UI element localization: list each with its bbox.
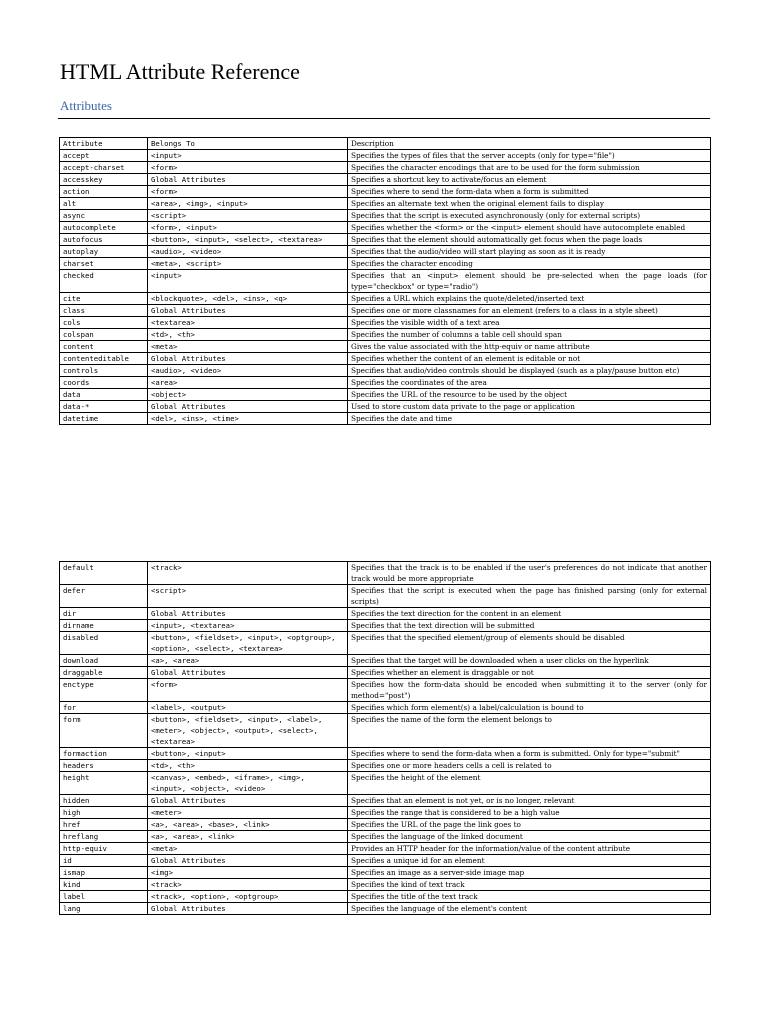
table-row — [60, 667, 711, 679]
table-row — [60, 772, 711, 795]
description-cell: Specifies that the script is executed when the page has finished parsing (only for external scripts) — [348, 585, 711, 608]
table-body-part-1 — [60, 150, 711, 425]
table-row — [60, 329, 711, 341]
description-cell: Specifies the language of the linked document — [348, 831, 711, 843]
attribute-name-cell: autoplay — [60, 246, 148, 258]
belongs-to-cell: <a>, <area>, <base>, <link> — [148, 819, 348, 831]
attribute-name-cell: coords — [60, 377, 148, 389]
attribute-name-cell: data-* — [60, 401, 148, 413]
belongs-to-cell: <meta> — [148, 341, 348, 353]
belongs-to-cell: Global Attributes — [148, 903, 348, 915]
description-cell: Specifies how the form-data should be encoded when submitting it to the server (only for method="post") — [348, 679, 711, 702]
section-divider — [58, 118, 710, 119]
belongs-to-cell: <button>, <fieldset>, <input>, <optgroup>, <option>, <select>, <textarea> — [148, 632, 348, 655]
attribute-name-cell: contenteditable — [60, 353, 148, 365]
belongs-to-cell: Global Attributes — [148, 855, 348, 867]
attribute-name-cell: cols — [60, 317, 148, 329]
description-cell: Specifies that an element is not yet, or is no longer, relevant — [348, 795, 711, 807]
belongs-to-cell: <meta> — [148, 843, 348, 855]
belongs-to-cell: Global Attributes — [148, 667, 348, 679]
table-row — [60, 222, 711, 234]
description-cell: Specifies an image as a server-side image map — [348, 867, 711, 879]
attribute-name-cell: async — [60, 210, 148, 222]
belongs-to-cell: Global Attributes — [148, 305, 348, 317]
attribute-name-cell: form — [60, 714, 148, 748]
attribute-name-cell: accept — [60, 150, 148, 162]
description-cell: Specifies which form element(s) a label/calculation is bound to — [348, 702, 711, 714]
description-cell: Specifies whether the <form> or the <input> element should have autocomplete enabled — [348, 222, 711, 234]
belongs-to-cell: <audio>, <video> — [148, 246, 348, 258]
description-cell: Specifies the URL of the resource to be used by the object — [348, 389, 711, 401]
belongs-to-cell: <script> — [148, 585, 348, 608]
table-body-part-2 — [60, 562, 711, 915]
attribute-name-cell: accesskey — [60, 174, 148, 186]
description-cell: Specifies the coordinates of the area — [348, 377, 711, 389]
table-row — [60, 748, 711, 760]
table-row — [60, 867, 711, 879]
attribute-name-cell: content — [60, 341, 148, 353]
belongs-to-cell: <td>, <th> — [148, 760, 348, 772]
description-cell: Specifies the language of the element's content — [348, 903, 711, 915]
column-header-attribute: Attribute — [60, 138, 148, 150]
attribute-name-cell: draggable — [60, 667, 148, 679]
table-row — [60, 714, 711, 748]
table-row — [60, 317, 711, 329]
table-row — [60, 562, 711, 585]
table-row — [60, 891, 711, 903]
belongs-to-cell: <audio>, <video> — [148, 365, 348, 377]
description-cell: Specifies that the specified element/group of elements should be disabled — [348, 632, 711, 655]
attribute-name-cell: formaction — [60, 748, 148, 760]
description-cell: Used to store custom data private to the page or application — [348, 401, 711, 413]
column-header-belongs-to: Belongs To — [148, 138, 348, 150]
description-cell: Specifies that an <input> element should be pre-selected when the page loads (for type="checkbox" or type="radio") — [348, 270, 711, 293]
table-row — [60, 831, 711, 843]
table-row — [60, 186, 711, 198]
attribute-name-cell: hidden — [60, 795, 148, 807]
belongs-to-cell: <form> — [148, 162, 348, 174]
attribute-name-cell: accept-charset — [60, 162, 148, 174]
section-heading: Attributes — [60, 98, 112, 113]
column-header-description: Description — [348, 138, 711, 150]
attribute-table-part-1 — [59, 137, 711, 425]
table-row — [60, 620, 711, 632]
table-row — [60, 655, 711, 667]
table-row — [60, 258, 711, 270]
belongs-to-cell: <a>, <area>, <link> — [148, 831, 348, 843]
attribute-name-cell: hreflang — [60, 831, 148, 843]
description-cell: Specifies an alternate text when the original element fails to display — [348, 198, 711, 210]
table-row — [60, 585, 711, 608]
belongs-to-cell: <track> — [148, 879, 348, 891]
table-row — [60, 210, 711, 222]
description-cell: Specifies that the audio/video will start playing as soon as it is ready — [348, 246, 711, 258]
attribute-name-cell: kind — [60, 879, 148, 891]
belongs-to-cell: <blockquote>, <del>, <ins>, <q> — [148, 293, 348, 305]
table-row — [60, 377, 711, 389]
table-row — [60, 270, 711, 293]
belongs-to-cell: <track> — [148, 562, 348, 585]
table-row — [60, 679, 711, 702]
belongs-to-cell: <label>, <output> — [148, 702, 348, 714]
table-row — [60, 807, 711, 819]
description-cell: Specifies the range that is considered to be a high value — [348, 807, 711, 819]
belongs-to-cell: <a>, <area> — [148, 655, 348, 667]
table-row — [60, 795, 711, 807]
table-row — [60, 150, 711, 162]
table-row — [60, 401, 711, 413]
belongs-to-cell: <button>, <input> — [148, 748, 348, 760]
table-row — [60, 293, 711, 305]
attribute-name-cell: cite — [60, 293, 148, 305]
table-row — [60, 632, 711, 655]
attribute-name-cell: dir — [60, 608, 148, 620]
description-cell: Specifies a unique id for an element — [348, 855, 711, 867]
attribute-name-cell: colspan — [60, 329, 148, 341]
description-cell: Specifies the kind of text track — [348, 879, 711, 891]
description-cell: Specifies a shortcut key to activate/focus an element — [348, 174, 711, 186]
belongs-to-cell: Global Attributes — [148, 608, 348, 620]
table-row — [60, 353, 711, 365]
table-row — [60, 305, 711, 317]
table-row — [60, 903, 711, 915]
table-row — [60, 760, 711, 772]
attribute-name-cell: controls — [60, 365, 148, 377]
belongs-to-cell: <area>, <img>, <input> — [148, 198, 348, 210]
description-cell: Specifies the types of files that the server accepts (only for type="file") — [348, 150, 711, 162]
attribute-name-cell: label — [60, 891, 148, 903]
description-cell: Specifies the character encoding — [348, 258, 711, 270]
attribute-name-cell: high — [60, 807, 148, 819]
description-cell: Specifies whether the content of an element is editable or not — [348, 353, 711, 365]
table-row — [60, 702, 711, 714]
belongs-to-cell: Global Attributes — [148, 795, 348, 807]
table-row — [60, 855, 711, 867]
belongs-to-cell: <textarea> — [148, 317, 348, 329]
description-cell: Specifies the number of columns a table cell should span — [348, 329, 711, 341]
description-cell: Specifies that the element should automatically get focus when the page loads — [348, 234, 711, 246]
table-row — [60, 246, 711, 258]
attribute-name-cell: id — [60, 855, 148, 867]
description-cell: Specifies that audio/video controls should be displayed (such as a play/pause button etc) — [348, 365, 711, 377]
table-row — [60, 608, 711, 620]
belongs-to-cell: <meter> — [148, 807, 348, 819]
description-cell: Specifies one or more classnames for an element (refers to a class in a style sheet) — [348, 305, 711, 317]
attribute-name-cell: enctype — [60, 679, 148, 702]
attribute-name-cell: default — [60, 562, 148, 585]
belongs-to-cell: <object> — [148, 389, 348, 401]
page-title: HTML Attribute Reference — [60, 59, 300, 84]
attribute-name-cell: ismap — [60, 867, 148, 879]
table-row — [60, 879, 711, 891]
description-cell: Specifies whether an element is draggable or not — [348, 667, 711, 679]
table-row — [60, 341, 711, 353]
belongs-to-cell: <track>, <option>, <optgroup> — [148, 891, 348, 903]
belongs-to-cell: <form>, <input> — [148, 222, 348, 234]
description-cell: Specifies the name of the form the element belongs to — [348, 714, 711, 748]
description-cell: Specifies that the script is executed asynchronously (only for external scripts) — [348, 210, 711, 222]
belongs-to-cell: <canvas>, <embed>, <iframe>, <img>, <input>, <object>, <video> — [148, 772, 348, 795]
description-cell: Specifies a URL which explains the quote/deleted/inserted text — [348, 293, 711, 305]
description-cell: Specifies the height of the element — [348, 772, 711, 795]
attribute-name-cell: lang — [60, 903, 148, 915]
description-cell: Specifies the text direction for the content in an element — [348, 608, 711, 620]
description-cell: Specifies the date and time — [348, 413, 711, 425]
attribute-name-cell: for — [60, 702, 148, 714]
attribute-name-cell: class — [60, 305, 148, 317]
table-row — [60, 174, 711, 186]
description-cell: Specifies the title of the text track — [348, 891, 711, 903]
belongs-to-cell: <button>, <input>, <select>, <textarea> — [148, 234, 348, 246]
description-cell: Specifies the character encodings that are to be used for the form submission — [348, 162, 711, 174]
attribute-name-cell: action — [60, 186, 148, 198]
description-cell: Specifies where to send the form-data when a form is submitted — [348, 186, 711, 198]
belongs-to-cell: <td>, <th> — [148, 329, 348, 341]
description-cell: Specifies that the track is to be enabled if the user's preferences do not indicate that another track would be more appropriate — [348, 562, 711, 585]
table-row — [60, 198, 711, 210]
belongs-to-cell: <input> — [148, 270, 348, 293]
attribute-name-cell: download — [60, 655, 148, 667]
description-cell: Provides an HTTP header for the information/value of the content attribute — [348, 843, 711, 855]
table-row — [60, 389, 711, 401]
description-cell: Specifies one or more headers cells a cell is related to — [348, 760, 711, 772]
belongs-to-cell: Global Attributes — [148, 174, 348, 186]
belongs-to-cell: <form> — [148, 679, 348, 702]
description-cell: Gives the value associated with the http-equiv or name attribute — [348, 341, 711, 353]
description-cell: Specifies the visible width of a text area — [348, 317, 711, 329]
attribute-name-cell: defer — [60, 585, 148, 608]
belongs-to-cell: <script> — [148, 210, 348, 222]
belongs-to-cell: <input> — [148, 150, 348, 162]
attribute-name-cell: alt — [60, 198, 148, 210]
description-cell: Specifies the URL of the page the link goes to — [348, 819, 711, 831]
attribute-name-cell: headers — [60, 760, 148, 772]
attribute-name-cell: height — [60, 772, 148, 795]
attribute-name-cell: data — [60, 389, 148, 401]
table-row — [60, 819, 711, 831]
attribute-name-cell: http-equiv — [60, 843, 148, 855]
belongs-to-cell: <form> — [148, 186, 348, 198]
attribute-name-cell: href — [60, 819, 148, 831]
description-cell: Specifies that the target will be downloaded when a user clicks on the hyperlink — [348, 655, 711, 667]
attribute-name-cell: disabled — [60, 632, 148, 655]
belongs-to-cell: <img> — [148, 867, 348, 879]
attribute-name-cell: autofocus — [60, 234, 148, 246]
description-cell: Specifies that the text direction will be submitted — [348, 620, 711, 632]
attribute-name-cell: checked — [60, 270, 148, 293]
belongs-to-cell: <meta>, <script> — [148, 258, 348, 270]
belongs-to-cell: <del>, <ins>, <time> — [148, 413, 348, 425]
table-row — [60, 413, 711, 425]
belongs-to-cell: Global Attributes — [148, 353, 348, 365]
table-header-row — [60, 138, 711, 150]
attribute-name-cell: autocomplete — [60, 222, 148, 234]
belongs-to-cell: Global Attributes — [148, 401, 348, 413]
table-row — [60, 234, 711, 246]
table-row — [60, 843, 711, 855]
belongs-to-cell: <input>, <textarea> — [148, 620, 348, 632]
attribute-name-cell: charset — [60, 258, 148, 270]
belongs-to-cell: <button>, <fieldset>, <input>, <label>, <meter>, <object>, <output>, <select>, <textarea> — [148, 714, 348, 748]
belongs-to-cell: <area> — [148, 377, 348, 389]
table-row — [60, 365, 711, 377]
attribute-name-cell: datetime — [60, 413, 148, 425]
table-row — [60, 162, 711, 174]
attribute-table-part-2 — [59, 561, 711, 915]
attribute-name-cell: dirname — [60, 620, 148, 632]
description-cell: Specifies where to send the form-data when a form is submitted. Only for type="submit" — [348, 748, 711, 760]
